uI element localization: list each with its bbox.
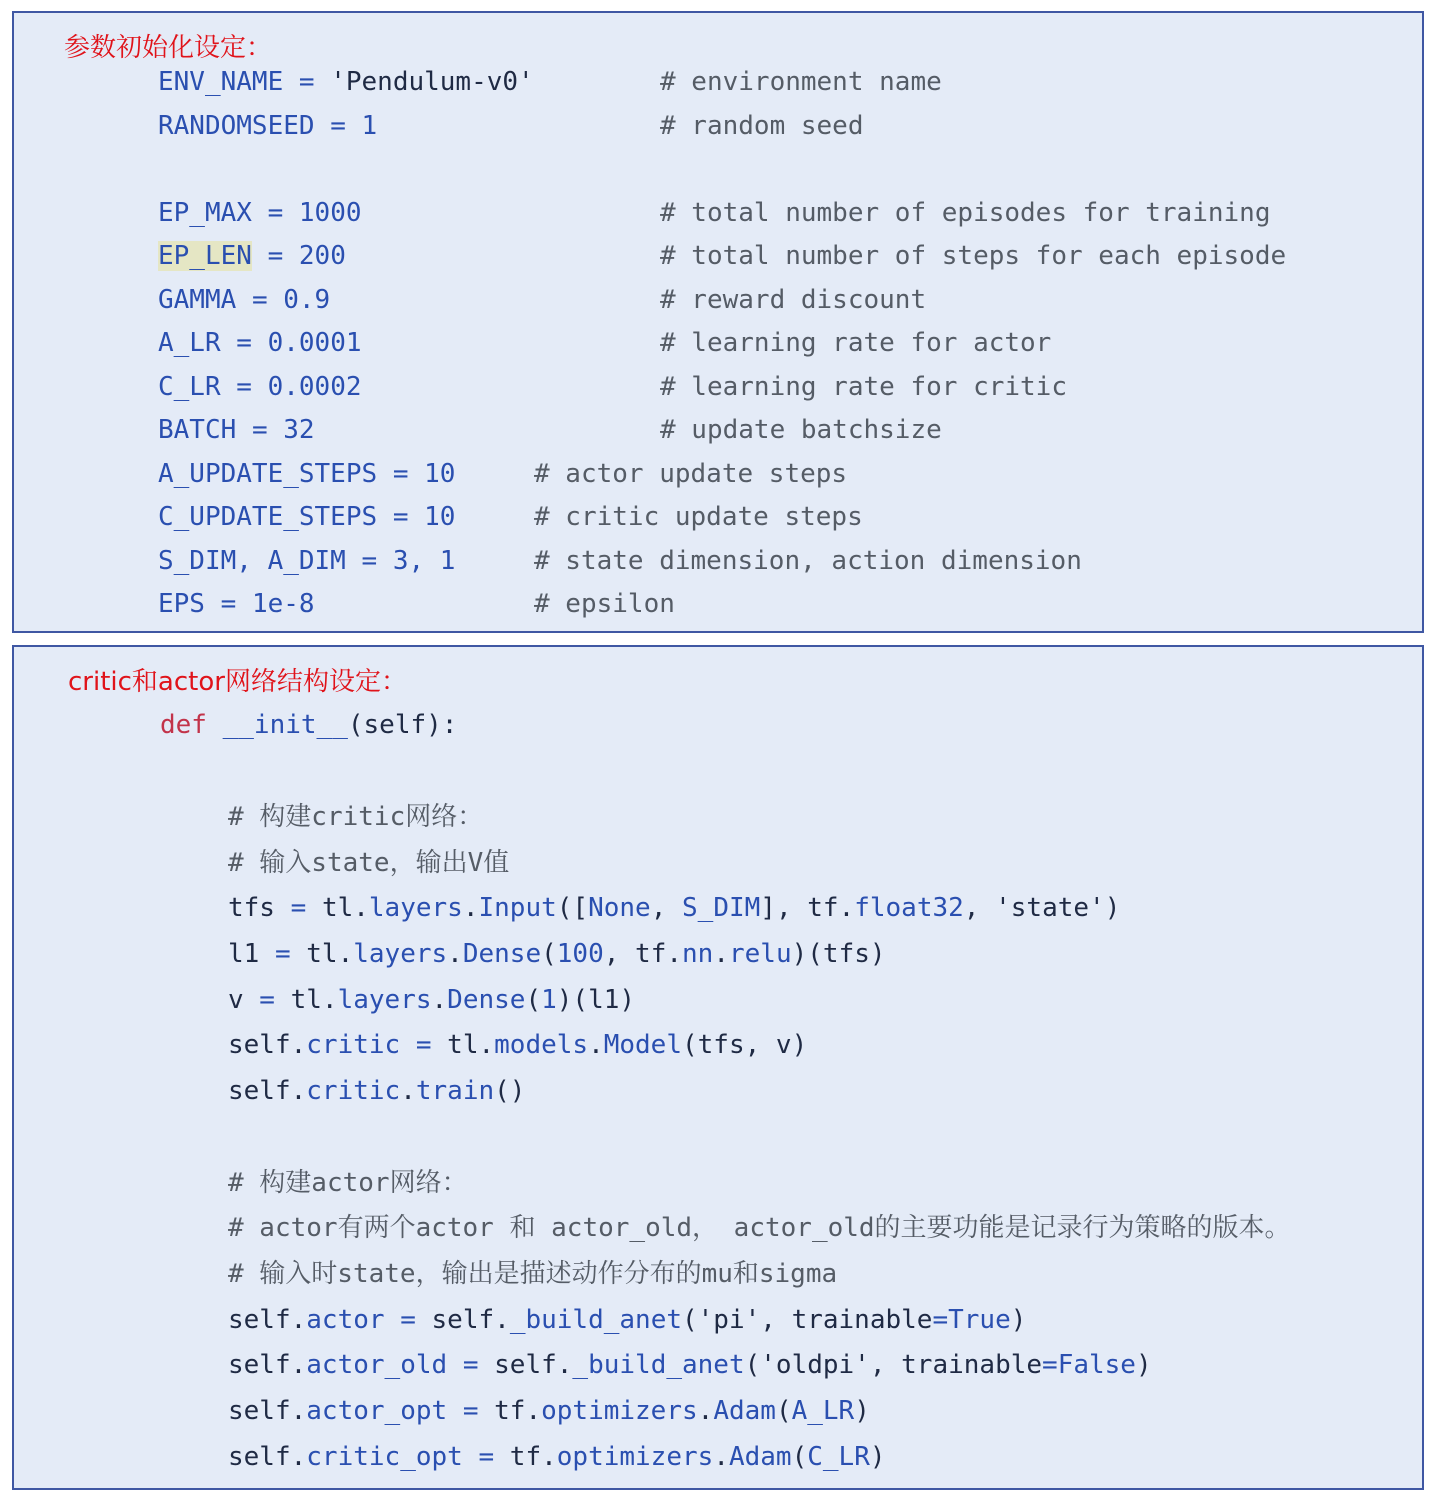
- comment-actor-io: # 输入时state，输出是描述动作分布的mu和sigma: [228, 1259, 838, 1289]
- param-name: A_LR: [158, 328, 221, 358]
- code-token: ): [1135, 1350, 1152, 1380]
- code-critic-model-line: [228, 1027, 807, 1063]
- code-token: .: [713, 939, 729, 969]
- code-token: =: [400, 1030, 448, 1060]
- code-token: .: [462, 893, 479, 923]
- code-token: Adam: [728, 1442, 792, 1472]
- code-token: (): [494, 1076, 526, 1106]
- code-token: ,: [963, 893, 996, 923]
- code-token: .: [447, 939, 463, 969]
- param-value: 32: [283, 415, 315, 445]
- code-token: ): [854, 1396, 870, 1426]
- code-token: optimizers: [541, 1396, 698, 1426]
- code-token: 'state': [995, 893, 1105, 923]
- code-token: S_DIM: [682, 893, 761, 923]
- param-line: [158, 325, 362, 361]
- param-equals: =: [298, 67, 315, 97]
- code-token: .: [400, 1076, 416, 1106]
- param-value: 'Pendulum-v0': [330, 67, 534, 97]
- param-equals: =: [330, 111, 346, 141]
- comment-build-actor: # 构建actor网络：: [228, 1168, 468, 1198]
- code-token: layers: [353, 939, 448, 969]
- param-comment: # environment name: [660, 67, 942, 97]
- param-name: ENV_NAME: [158, 67, 284, 97]
- code-token: )(tfs): [791, 939, 886, 969]
- code-token: .: [713, 1442, 729, 1472]
- param-value: 3, 1: [392, 546, 456, 576]
- code-token: =: [447, 1350, 495, 1380]
- param-name: BATCH: [158, 415, 237, 445]
- comment-actor-explain: # actor有两个actor 和 actor_old， actor_old的主要功能是记录行为策略的版本。: [228, 1213, 1291, 1243]
- param-comment: # critic update steps: [534, 502, 863, 532]
- code-token: v: [228, 985, 244, 1015]
- def-init-line: [160, 707, 457, 743]
- code-v-line: [228, 982, 635, 1018]
- code-token: actor_old: [306, 1350, 448, 1380]
- code-token: )(l1): [556, 985, 636, 1015]
- code-token: =: [274, 893, 322, 923]
- param-equals: =: [251, 285, 268, 315]
- param-value: 1e-8: [251, 589, 315, 619]
- network-heading: critic和actor网络结构设定：: [68, 667, 407, 697]
- init-args: (self):: [347, 710, 458, 740]
- code-token: (: [541, 939, 557, 969]
- param-comment: # update batchsize: [660, 415, 942, 445]
- code-token: Input: [478, 893, 557, 923]
- init-name: __init__: [222, 710, 348, 740]
- code-token: tf.: [509, 1442, 557, 1472]
- comment-build-critic: # 构建critic网络：: [228, 802, 484, 832]
- code-token: ): [869, 1442, 886, 1472]
- param-comment: # epsilon: [534, 589, 675, 619]
- code-token: tl.: [447, 1030, 495, 1060]
- code-token: nn: [682, 939, 714, 969]
- param-value: 1000: [298, 198, 362, 228]
- code-token: Adam: [713, 1396, 776, 1426]
- code-actor-old-line: [228, 1347, 1152, 1383]
- param-value: 0.0001: [267, 328, 362, 358]
- param-line: [158, 543, 455, 579]
- code-token: (: [791, 1442, 808, 1472]
- code-token: layers: [337, 985, 432, 1015]
- code-token: ([: [556, 893, 589, 923]
- code-token: None: [588, 893, 651, 923]
- param-line: [158, 282, 330, 318]
- code-l1-line: [228, 936, 886, 972]
- param-line: [158, 64, 534, 100]
- code-token: 100: [556, 939, 604, 969]
- code-token: tf.: [494, 1396, 542, 1426]
- param-name: C_LR: [158, 372, 221, 402]
- code-token: self.: [228, 1305, 307, 1335]
- params-panel: [12, 11, 1424, 633]
- code-token: self.: [228, 1030, 307, 1060]
- param-comment: # state dimension, action dimension: [534, 546, 1082, 576]
- param-line: [158, 108, 377, 144]
- param-value: 0.0002: [267, 372, 362, 402]
- param-value: 10: [424, 459, 456, 489]
- def-keyword: def: [160, 710, 207, 740]
- param-line: [158, 456, 455, 492]
- code-token: =: [259, 939, 307, 969]
- param-line: [158, 369, 362, 405]
- code-token: ,: [650, 893, 683, 923]
- param-name: EP_LEN: [158, 241, 252, 271]
- param-line: [158, 499, 455, 535]
- param-value: 200: [298, 241, 346, 271]
- param-equals: =: [236, 372, 252, 402]
- code-token: A_LR: [791, 1396, 855, 1426]
- param-name: GAMMA: [158, 285, 237, 315]
- param-equals: =: [392, 502, 409, 532]
- code-token: Dense: [447, 985, 526, 1015]
- param-value: 0.9: [283, 285, 331, 315]
- code-token: =: [932, 1305, 949, 1335]
- code-token: self.: [494, 1350, 573, 1380]
- param-value: 1: [361, 111, 378, 141]
- params-heading: 参数初始化设定：: [64, 33, 273, 63]
- code-token: Dense: [462, 939, 542, 969]
- code-token: ('oldpi', trainable: [744, 1350, 1043, 1380]
- code-token: Model: [603, 1030, 682, 1060]
- comment-critic-io: # 输入state，输出V值: [228, 848, 510, 878]
- code-token: .: [588, 1030, 604, 1060]
- code-token: ('pi', trainable: [682, 1305, 933, 1335]
- code-token: critic: [306, 1030, 401, 1060]
- network-panel: [12, 645, 1424, 1490]
- param-comment: # learning rate for actor: [660, 328, 1052, 358]
- code-token: critic_opt: [306, 1442, 463, 1472]
- code-token: ], tf.: [760, 893, 855, 923]
- code-token: =: [447, 1396, 495, 1426]
- code-token: train: [415, 1076, 495, 1106]
- code-token: =: [243, 985, 291, 1015]
- param-name: EPS: [158, 589, 205, 619]
- param-comment: # learning rate for critic: [660, 372, 1067, 402]
- param-equals: =: [220, 589, 237, 619]
- param-equals: =: [392, 459, 409, 489]
- code-token: float32: [854, 893, 964, 923]
- code-token: _build_anet: [572, 1350, 745, 1380]
- param-equals: =: [267, 198, 284, 228]
- code-token: False: [1057, 1350, 1136, 1380]
- param-comment: # total number of steps for each episode: [660, 241, 1287, 271]
- code-token: 1: [541, 985, 557, 1015]
- param-comment: # reward discount: [660, 285, 927, 315]
- param-equals: =: [361, 546, 378, 576]
- code-token: optimizers: [556, 1442, 714, 1472]
- code-token: self.: [228, 1076, 307, 1106]
- param-name: S_DIM, A_DIM: [158, 546, 346, 576]
- param-equals: =: [251, 415, 268, 445]
- code-token: =: [384, 1305, 432, 1335]
- code-token: self.: [228, 1396, 307, 1426]
- param-name: A_UPDATE_STEPS: [158, 459, 378, 489]
- param-line: [158, 238, 346, 274]
- code-tfs-line: [228, 890, 1120, 926]
- code-token: critic: [306, 1076, 401, 1106]
- code-token: layers: [368, 893, 463, 923]
- code-token: tl.: [290, 985, 338, 1015]
- param-line: [158, 195, 362, 231]
- param-comment: # total number of episodes for training: [660, 198, 1271, 228]
- param-line: [158, 586, 315, 622]
- code-token: True: [948, 1305, 1011, 1335]
- code-token: (tfs, v): [682, 1030, 808, 1060]
- code-token: ): [1104, 893, 1121, 923]
- code-token: relu: [728, 939, 792, 969]
- param-value: 10: [424, 502, 456, 532]
- code-token: self.: [431, 1305, 510, 1335]
- code-token: actor_opt: [306, 1396, 448, 1426]
- code-token: C_LR: [807, 1442, 870, 1472]
- param-name: RANDOMSEED: [158, 111, 315, 141]
- code-token: models: [494, 1030, 589, 1060]
- param-comment: # random seed: [660, 111, 864, 141]
- code-token: tl.: [306, 939, 354, 969]
- code-token: =: [1042, 1350, 1058, 1380]
- code-token: , tf.: [603, 939, 683, 969]
- code-token: self.: [228, 1350, 307, 1380]
- code-token: .: [431, 985, 448, 1015]
- code-token: .: [697, 1396, 714, 1426]
- code-token: tl.: [321, 893, 369, 923]
- param-name: C_UPDATE_STEPS: [158, 502, 378, 532]
- code-token: actor: [306, 1305, 385, 1335]
- code-token: =: [462, 1442, 510, 1472]
- code-critic-opt-line: [228, 1439, 886, 1475]
- code-token: ): [1010, 1305, 1027, 1335]
- param-comment: # actor update steps: [534, 459, 848, 489]
- code-token: tfs: [228, 893, 275, 923]
- code-actor-opt-line: [228, 1393, 870, 1429]
- code-critic-train-line: [228, 1073, 525, 1109]
- code-token: l1: [228, 939, 260, 969]
- code-token: _build_anet: [509, 1305, 682, 1335]
- param-equals: =: [267, 241, 284, 271]
- code-token: (: [775, 1396, 792, 1426]
- param-line: [158, 412, 315, 448]
- param-name: EP_MAX: [158, 198, 252, 228]
- code-token: (: [525, 985, 542, 1015]
- param-equals: =: [236, 328, 252, 358]
- code-actor-line: [228, 1302, 1026, 1338]
- code-token: self.: [228, 1442, 307, 1472]
